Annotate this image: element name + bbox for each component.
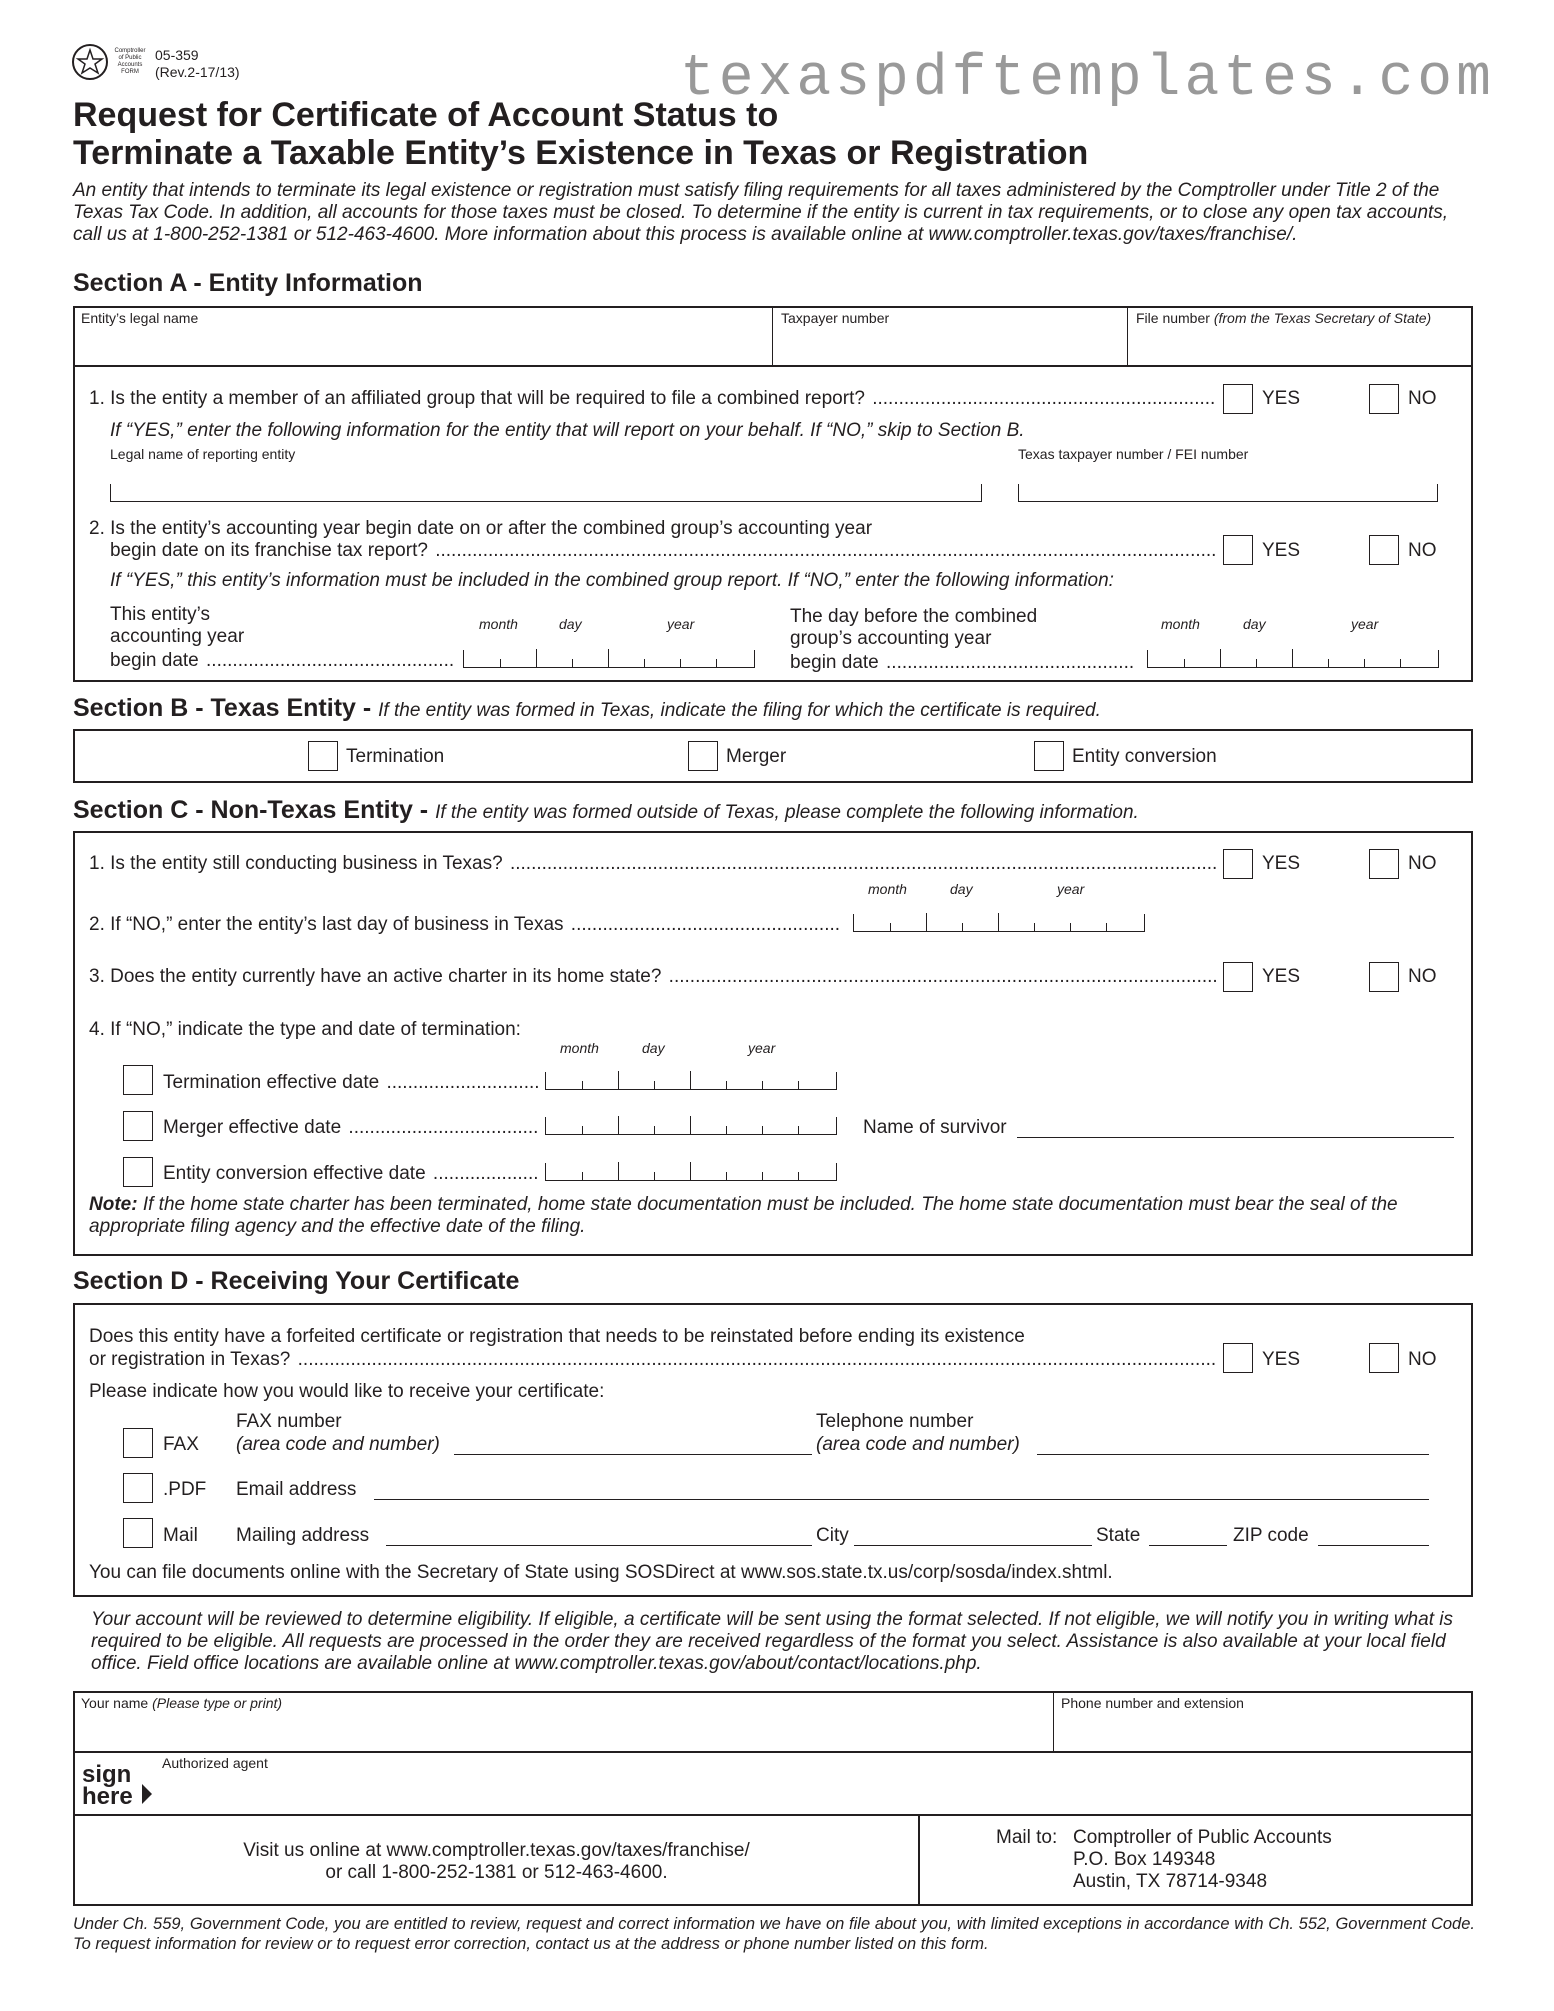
yes-label: YES	[1262, 1349, 1301, 1370]
review-note: Your account will be reviewed to determine eligibility. If eligible, a certificate will be sent using the format selected. If not eligible, we will notify you in writing what is required to be eligible. All requests are processed in the order they are received regardless of the format you select. Assistance is also available at your local field office. Field office locations are available online at www.comptroller.texas.gov/about/contact/locations.php.	[91, 1609, 1453, 1674]
pdf-checkbox[interactable]	[123, 1473, 153, 1503]
merger-date-label: Merger effective date .....	[163, 1117, 539, 1139]
city-label: City	[816, 1525, 849, 1546]
fei-label: Texas taxpayer number / FEI number	[1018, 446, 1249, 462]
section-d-yes-checkbox[interactable]	[1223, 1343, 1253, 1373]
section-a-q1-yes-checkbox[interactable]	[1223, 384, 1253, 414]
taxpayer-number-field[interactable]	[778, 330, 1123, 362]
mailing-address-label: Mailing address	[236, 1525, 370, 1546]
section-d-q-line2: or registration in Texas? .....	[89, 1349, 1217, 1371]
comptroller-seal-icon	[72, 44, 108, 80]
month-label: month	[1161, 616, 1200, 632]
section-c-q3-no-checkbox[interactable]	[1369, 962, 1399, 992]
zip-field[interactable]	[1318, 1525, 1429, 1546]
section-a-q2-line1: 2. Is the entity’s accounting year begin date on or after the combined group’s accounting year	[89, 518, 873, 539]
visit-online-text: Visit us online at www.comptroller.texas.gov/taxes/franchise/ or call 1-800-252-1381 or 512-463-4600.	[243, 1840, 750, 1883]
watermark: texaspdftemplates.com	[680, 47, 1495, 112]
your-name-field[interactable]	[78, 1714, 1048, 1748]
phone-field[interactable]	[1058, 1714, 1468, 1748]
section-d-no-checkbox[interactable]	[1369, 1343, 1399, 1373]
termination-date-label: Termination effective date .....	[163, 1072, 539, 1094]
signature-field[interactable]	[162, 1774, 1467, 1812]
day-before-begin-date-label: begin date .....	[790, 652, 1134, 674]
entity-conversion-checkbox[interactable]	[1034, 741, 1064, 771]
termination-label: Termination	[346, 746, 445, 767]
section-a-title: Section A - Entity Information	[73, 269, 423, 297]
delivery-instruction: Please indicate how you would like to receive your certificate:	[89, 1381, 605, 1402]
conversion-date-label: Entity conversion effective date .....	[163, 1163, 539, 1185]
year-label: year	[667, 616, 695, 632]
state-field[interactable]	[1149, 1525, 1227, 1546]
section-a-q2-note: If “YES,” this entity’s information must be included in the combined group report. If “NO,” enter the following information:	[110, 570, 1114, 591]
city-field[interactable]	[854, 1525, 1092, 1546]
no-label: NO	[1408, 966, 1437, 987]
entity-conversion-label: Entity conversion	[1072, 746, 1217, 767]
section-d-title: Section D - Receiving Your Certificate	[73, 1267, 520, 1295]
termination-date-checkbox[interactable]	[123, 1065, 153, 1095]
conversion-date-checkbox[interactable]	[123, 1157, 153, 1187]
section-c-q3: 3. Does the entity currently have an active charter in its home state? .....	[89, 966, 1217, 988]
form-revision: (Rev.2-17/13)	[155, 64, 240, 80]
section-c-q4: 4. If “NO,” indicate the type and date of termination:	[89, 1019, 521, 1040]
email-label: Email address	[236, 1479, 357, 1500]
sos-direct-note: You can file documents online with the Secretary of State using SOSDirect at www.sos.state.tx.us/corp/sosda/index.shtml.	[89, 1562, 1113, 1583]
year-label: year	[1057, 881, 1085, 897]
file-number-label: File number (from the Texas Secretary of State)	[1136, 310, 1432, 326]
section-a-q2-line2: begin date on its franchise tax report? .....	[110, 540, 1217, 562]
conversion-date-field[interactable]	[545, 1163, 837, 1181]
your-name-label: Your name (Please type or print)	[81, 1695, 283, 1711]
section-a-q1-no-checkbox[interactable]	[1369, 384, 1399, 414]
reporting-entity-label: Legal name of reporting entity	[110, 446, 296, 462]
section-c-q1: 1. Is the entity still conducting business in Texas? .....	[89, 853, 1217, 875]
month-label: month	[868, 881, 907, 897]
pdf-label: .PDF	[163, 1479, 207, 1500]
termination-checkbox[interactable]	[308, 741, 338, 771]
no-label: NO	[1408, 853, 1437, 874]
fax-label: FAX	[163, 1434, 199, 1455]
this-entity-begin-date-label: begin date .....	[110, 650, 454, 672]
section-b-title: Section B - Texas Entity - If the entity was formed in Texas, indicate the filing for which the certificate is required.	[73, 694, 1101, 722]
phone-label: Phone number and extension	[1061, 1695, 1244, 1711]
no-label: NO	[1408, 1349, 1437, 1370]
last-day-of-business-field[interactable]	[853, 914, 1145, 932]
mail-label: Mail	[163, 1525, 198, 1546]
day-label: day	[950, 881, 973, 897]
year-label: year	[1351, 616, 1379, 632]
no-label: NO	[1408, 540, 1437, 561]
year-label: year	[748, 1040, 776, 1056]
merger-date-field[interactable]	[545, 1117, 837, 1135]
fax-number-label: FAX number	[236, 1411, 342, 1432]
this-entity-begin-date-field[interactable]	[463, 650, 755, 668]
yes-label: YES	[1262, 540, 1301, 561]
section-a-q2-yes-checkbox[interactable]	[1223, 535, 1253, 565]
survivor-field[interactable]	[1017, 1117, 1454, 1138]
telephone-area-code-label: (area code and number)	[816, 1434, 1020, 1455]
merger-checkbox[interactable]	[688, 741, 718, 771]
day-label: day	[559, 616, 582, 632]
section-c-q2: 2. If “NO,” enter the entity’s last day of business in Texas .....	[89, 914, 841, 936]
section-a-q1: 1. Is the entity a member of an affiliated group that will be required to file a combined report? .....	[89, 388, 1217, 410]
merger-date-checkbox[interactable]	[123, 1111, 153, 1141]
yes-label: YES	[1262, 853, 1301, 874]
section-a-q2-no-checkbox[interactable]	[1369, 535, 1399, 565]
yes-label: YES	[1262, 388, 1301, 409]
fei-field[interactable]	[1018, 484, 1438, 502]
sign-here-label: sign here	[82, 1761, 133, 1810]
reporting-entity-field[interactable]	[110, 484, 982, 502]
section-c-title: Section C - Non-Texas Entity - If the entity was formed outside of Texas, please complete the following information.	[73, 796, 1139, 824]
file-number-field[interactable]	[1133, 330, 1469, 362]
taxpayer-number-label: Taxpayer number	[781, 310, 890, 326]
intro-text: An entity that intends to terminate its legal existence or registration must satisfy filing requirements for all taxes administered by the Comptroller under Title 2 of the Texas Tax Code. In addition, all accounts for those taxes must be closed. To determine if the entity is current in tax requirements, or to close any open tax accounts, call us at 1-800-252-1381 or 512-463-4600. More information about this process is available online at www.comptroller.texas.gov/taxes/franchise/.	[73, 180, 1449, 245]
fax-area-code-label: (area code and number)	[236, 1434, 440, 1455]
arrow-right-icon	[142, 1784, 152, 1804]
entity-legal-name-field[interactable]	[78, 330, 768, 362]
section-c-q1-no-checkbox[interactable]	[1369, 849, 1399, 879]
yes-label: YES	[1262, 966, 1301, 987]
mail-to-address: Comptroller of Public Accounts P.O. Box 149348 Austin, TX 78714-9348	[1073, 1827, 1332, 1892]
section-a-q1-note: If “YES,” enter the following information for the entity that will report on your behalf. If “NO,” skip to Section B.	[110, 420, 1025, 441]
email-field[interactable]	[374, 1479, 1429, 1500]
mailing-address-field[interactable]	[386, 1525, 812, 1546]
merger-label: Merger	[726, 746, 787, 767]
page-title: Request for Certificate of Account Status to Terminate a Taxable Entity’s Existence in Texas or Registration	[73, 96, 1089, 172]
no-label: NO	[1408, 388, 1437, 409]
month-label: month	[479, 616, 518, 632]
telephone-label: Telephone number	[816, 1411, 974, 1432]
logo-text: Comptroller of Public Accounts FORM	[114, 48, 146, 75]
section-d-q-line1: Does this entity have a forfeited certificate or registration that needs to be reinstated before ending its existence	[89, 1326, 1025, 1347]
fax-checkbox[interactable]	[123, 1428, 153, 1458]
mail-checkbox[interactable]	[123, 1518, 153, 1548]
month-label: month	[560, 1040, 599, 1056]
termination-date-field[interactable]	[545, 1072, 837, 1090]
survivor-label: Name of survivor	[863, 1117, 1007, 1138]
entity-legal-name-label: Entity’s legal name	[81, 310, 199, 326]
privacy-notice: Under Ch. 559, Government Code, you are entitled to review, request and correct information we have on file about you, with limited exceptions in accordance with Ch. 552, Government Code. To request information for review or to request error correction, contact us at the address or phone number listed on this form.	[73, 1915, 1475, 1953]
day-label: day	[642, 1040, 665, 1056]
state-label: State	[1096, 1525, 1141, 1546]
fax-number-field[interactable]	[454, 1434, 812, 1455]
form-number: 05-359	[155, 47, 199, 63]
zip-label: ZIP code	[1233, 1525, 1309, 1546]
day-label: day	[1243, 616, 1266, 632]
authorized-agent-label: Authorized agent	[162, 1755, 268, 1771]
section-c-q3-yes-checkbox[interactable]	[1223, 962, 1253, 992]
this-entity-label: This entity’s accounting year	[110, 604, 245, 647]
section-c-q1-yes-checkbox[interactable]	[1223, 849, 1253, 879]
day-before-label: The day before the combined group’s accounting year	[790, 606, 1038, 649]
mail-to-label: Mail to:	[996, 1827, 1058, 1848]
section-c-note: Note: If the home state charter has been terminated, home state documentation must be included. The home state documentation must bear the seal of the appropriate filing agency and the effective date of the filing.	[89, 1194, 1398, 1237]
telephone-field[interactable]	[1037, 1434, 1429, 1455]
day-before-begin-date-field[interactable]	[1147, 650, 1439, 668]
